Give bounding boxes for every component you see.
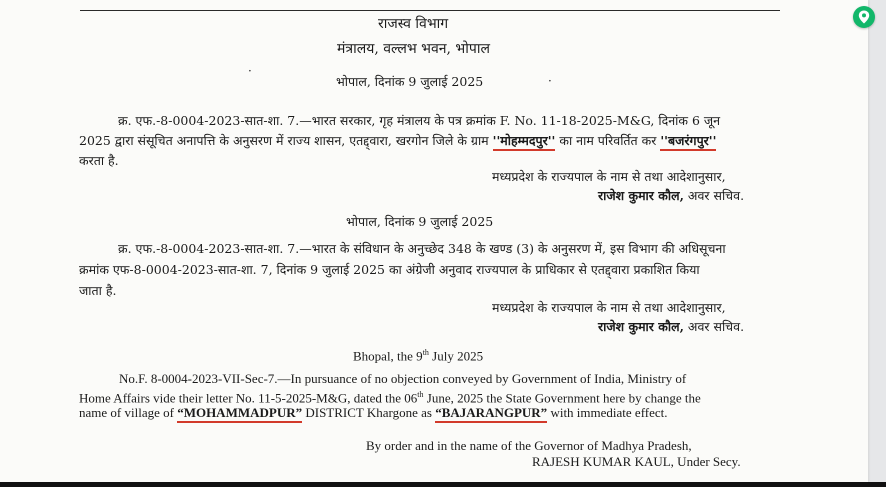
english-line2: [79, 387, 701, 406]
english-date: [353, 345, 483, 364]
english-date-month: July 2025: [428, 348, 484, 364]
english-line3-text: name of village of: [79, 405, 174, 420]
location-pin-icon: [858, 10, 870, 24]
department-title: राजस्व विभाग: [378, 16, 449, 32]
notice2-line2: क्रमांक एफ-8-0004-2023-सात-शा. 7, दिनांक 9 जुलाई 2025 का अंग्रेजी अनुवाद राज्यपाल के प्राधिकार से एतद्द्वारा प्रकाशित किया: [79, 262, 700, 277]
scan-speck: ·: [548, 74, 552, 88]
signatory-name: राजेश कुमार कौल,: [598, 319, 684, 334]
english-signature: RAJESH KUMAR KAUL, Under Secy.: [532, 454, 741, 469]
notice2-order: मध्यप्रदेश के राज्यपाल के नाम से तथा आदेशानुसार,: [492, 300, 726, 315]
english-date-sup: th: [422, 348, 429, 357]
english-line1: No.F. 8-0004-2023-VII-Sec-7.—In pursuance of no objection conveyed by Government of India, Ministry of: [119, 371, 687, 386]
notice1-date: भोपाल, दिनांक 9 जुलाई 2025: [336, 74, 484, 89]
english-line3-post: with immediate effect.: [550, 405, 668, 420]
scan-speck: ·: [248, 64, 252, 78]
english-order: By order and in the name of the Governor of Madhya Pradesh,: [366, 438, 692, 453]
english-line2-sup: th: [417, 390, 424, 399]
location-badge[interactable]: [853, 6, 875, 28]
new-village-name-hindi: ''बजरंगपुर'': [660, 133, 716, 151]
notice1-line3: करता है.: [79, 153, 119, 168]
english-line3-mid: DISTRICT Khargone as: [305, 405, 432, 420]
notice1-line2-text: 2025 द्वारा संसूचित अनापत्ति के अनुसरण में राज्य शासन, एतद्द्वारा, खरगोन जिले के ग्राम: [79, 133, 489, 148]
english-line3: [79, 405, 668, 421]
bottom-edge: [0, 482, 886, 487]
top-rule: [80, 10, 780, 11]
old-village-name-english: “MOHAMMADPUR”: [177, 405, 302, 423]
notice1-line2-mid: का नाम परिवर्तित कर: [559, 133, 657, 148]
notice2-date: भोपाल, दिनांक 9 जुलाई 2025: [346, 214, 494, 229]
english-date-text: Bhopal, the 9: [353, 348, 423, 364]
signatory-name: राजेश कुमार कौल,: [598, 188, 684, 203]
old-village-name-hindi: ''मोहम्मदपुर'': [493, 133, 556, 151]
signatory-designation: अवर सचिव.: [687, 319, 745, 334]
notice1-order: मध्यप्रदेश के राज्यपाल के नाम से तथा आदेशानुसार,: [492, 169, 726, 184]
english-line2-text: Home Affairs vide their letter No. 11-5-2025-M&G, dated the 06: [79, 390, 418, 406]
notice1-line2: [79, 133, 716, 149]
notice1-signature: [598, 188, 744, 204]
notice1-line1: क्र. एफ.-8-0004-2023-सात-शा. 7.—भारत सरकार, गृह मंत्रालय के पत्र क्रमांक F. No. 11-18-2025-M&G, दिनांक 6 जून: [118, 113, 721, 128]
notice2-line1: क्र. एफ.-8-0004-2023-सात-शा. 7.—भारत के संविधान के अनुच्छेद 348 के खण्ड (3) के अनुसरण में, इस विभाग की अधिसूचना: [118, 241, 726, 256]
notice2-signature: [598, 319, 744, 335]
notice2-line3: जाता है.: [79, 283, 117, 298]
signatory-designation: अवर सचिव.: [687, 188, 745, 203]
new-village-name-english: “BAJARANGPUR”: [435, 405, 547, 423]
english-line2-post: June, 2025 the State Government here by change the: [423, 390, 701, 406]
department-address: मंत्रालय, वल्लभ भवन, भोपाल: [337, 41, 490, 57]
